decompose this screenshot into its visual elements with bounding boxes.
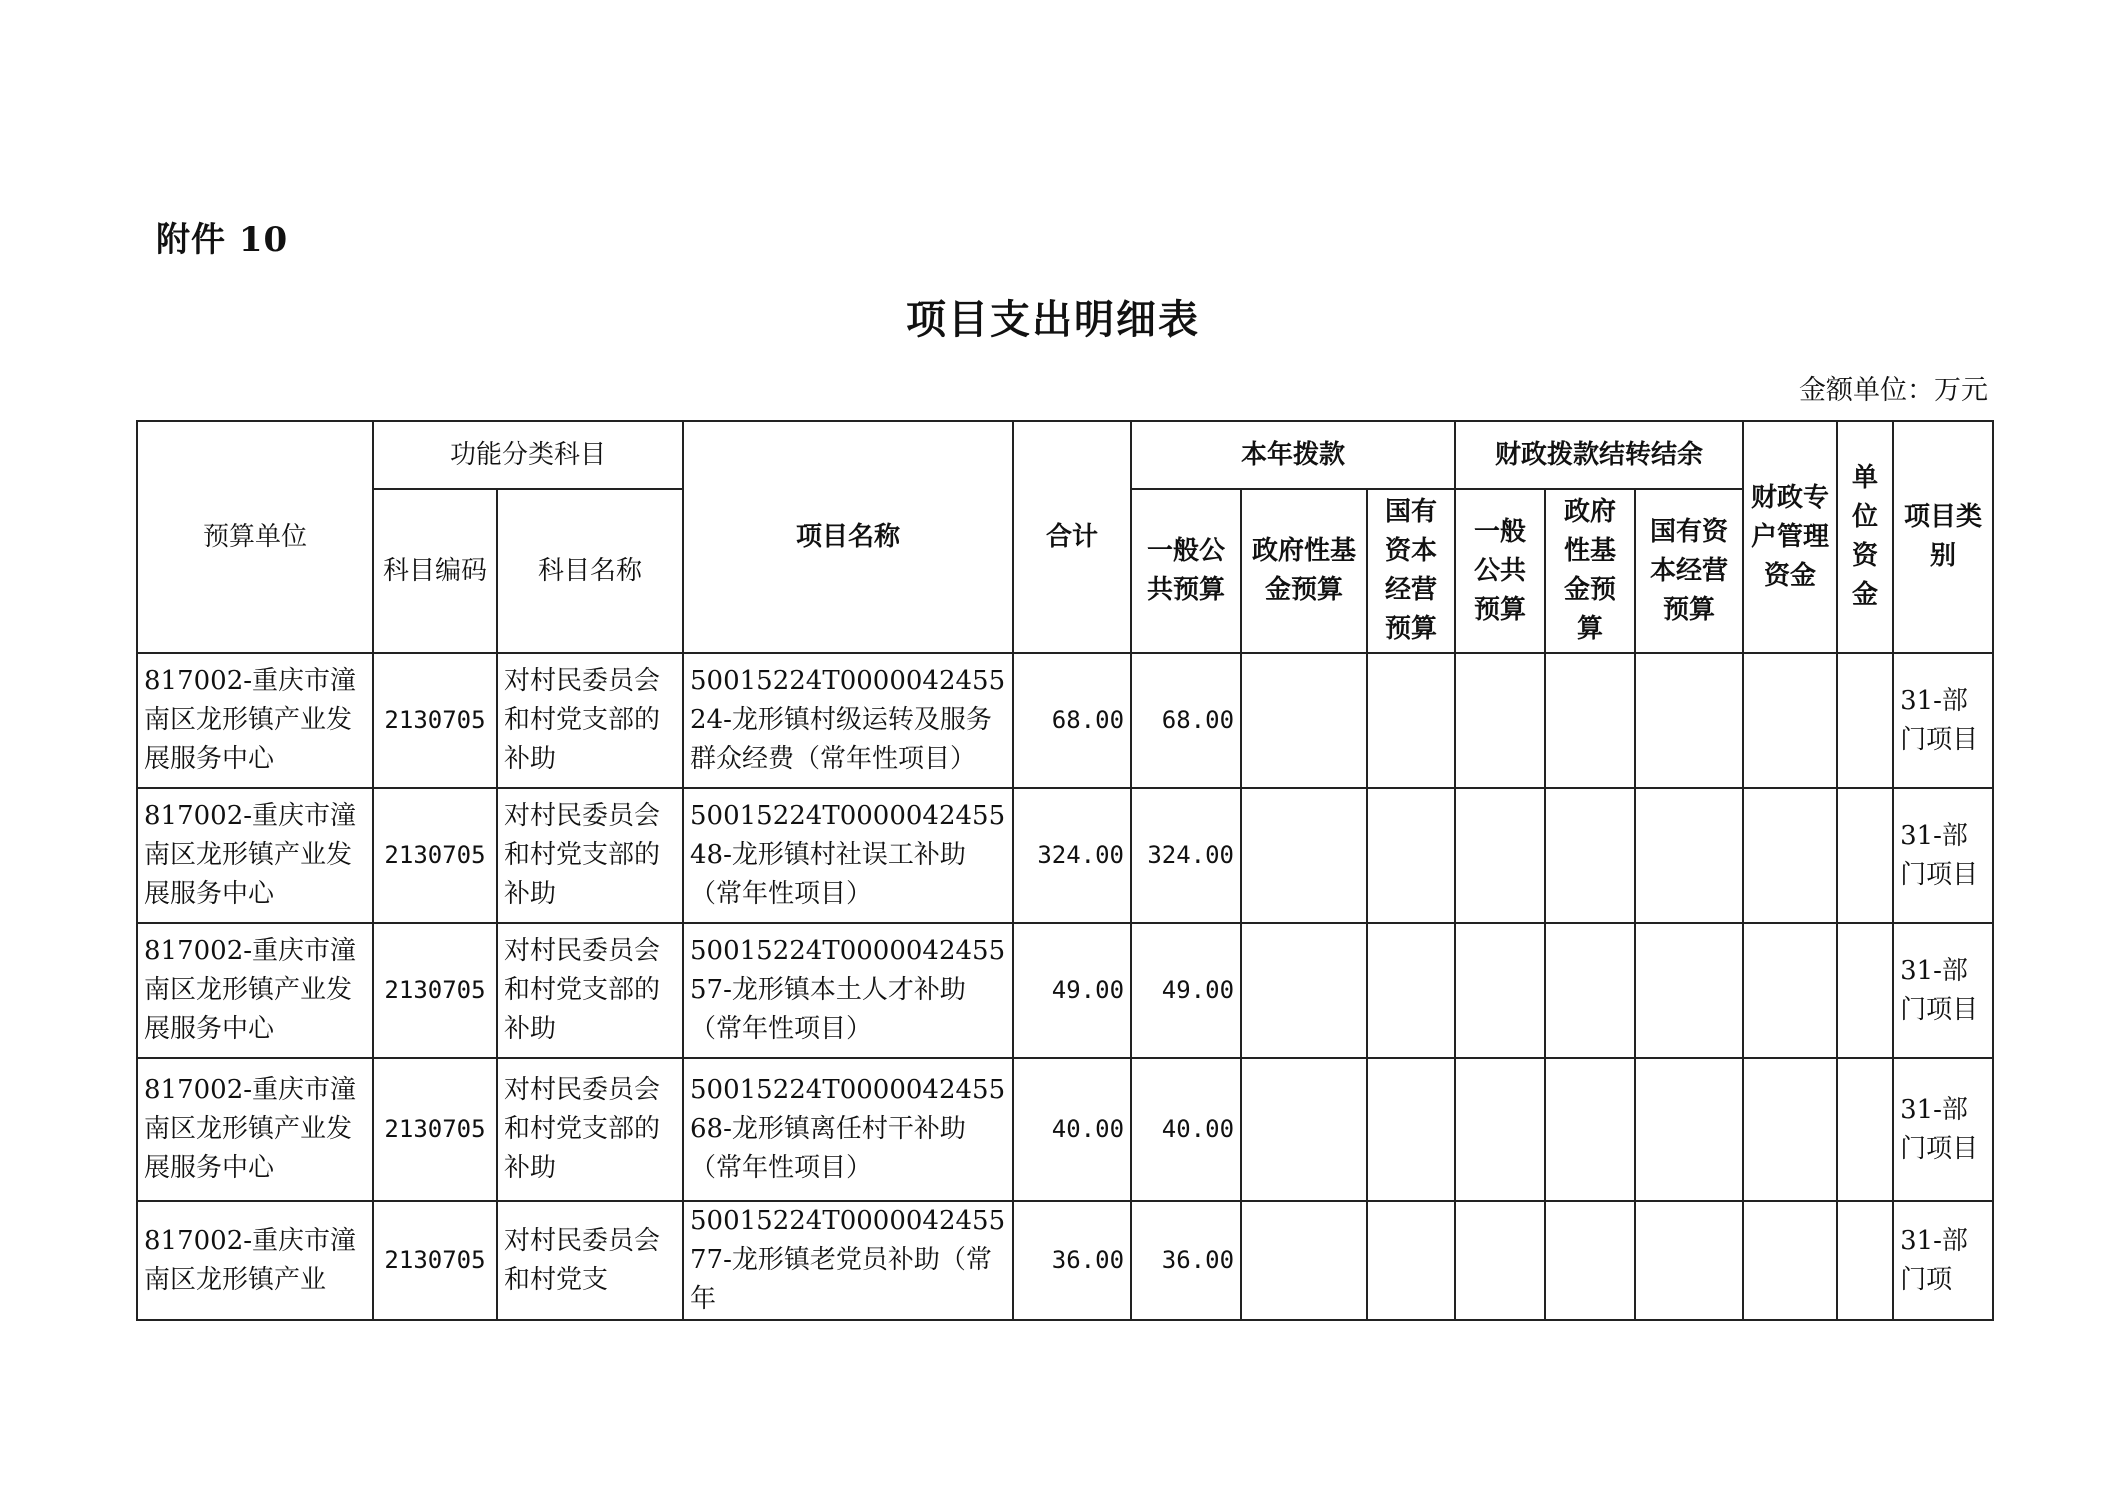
- cell-empty: [1545, 1201, 1635, 1320]
- attachment-label: 附件 10: [156, 220, 289, 260]
- cell-project-category: 31-部门项目: [1893, 653, 1993, 788]
- document-title: 项目支出明细表: [906, 296, 1200, 343]
- cell-project-category: 31-部门项目: [1893, 788, 1993, 923]
- cell-project-category: 31-部门项目: [1893, 1058, 1993, 1201]
- cell-total: 40.00: [1013, 1058, 1131, 1201]
- header-project-name: 项目名称: [683, 421, 1013, 653]
- header-fiscal-carryover: 财政拨款结转结余: [1455, 421, 1743, 489]
- cell-empty: [1241, 788, 1367, 923]
- table-row: [137, 653, 1993, 788]
- cell-project-name: 50015224T000004245557-龙形镇本土人才补助（常年性项目）: [683, 923, 1013, 1058]
- cell-project-name: 50015224T000004245568-龙形镇离任村干补助（常年性项目）: [683, 1058, 1013, 1201]
- header-current-year-allocation: 本年拨款: [1131, 421, 1455, 489]
- cell-budget-unit: 817002-重庆市潼南区龙形镇产业发展服务中心: [137, 653, 373, 788]
- cell-empty: [1635, 923, 1743, 1058]
- header-unit-fund: 单位资金: [1837, 421, 1893, 653]
- cell-total: 324.00: [1013, 788, 1131, 923]
- cell-empty: [1635, 1201, 1743, 1320]
- header-state-capital-budget: 国有资本经营预算: [1367, 489, 1455, 653]
- cell-empty: [1837, 1058, 1893, 1201]
- cell-empty: [1241, 1201, 1367, 1320]
- header-total: 合计: [1013, 421, 1131, 653]
- cell-general-public-budget: 324.00: [1131, 788, 1241, 923]
- header-fiscal-special-fund: 财政专户管理资金: [1743, 421, 1837, 653]
- cell-general-public-budget: 36.00: [1131, 1201, 1241, 1320]
- table-row: [137, 788, 1993, 923]
- cell-subject-code: 2130705: [373, 788, 497, 923]
- header-budget-unit: 预算单位: [137, 421, 373, 653]
- header-carry-state-capital: 国有资本经营预算: [1635, 489, 1743, 653]
- cell-empty: [1241, 653, 1367, 788]
- cell-empty: [1455, 788, 1545, 923]
- cell-empty: [1455, 653, 1545, 788]
- cell-general-public-budget: 49.00: [1131, 923, 1241, 1058]
- cell-empty: [1743, 1058, 1837, 1201]
- cell-empty: [1837, 923, 1893, 1058]
- cell-empty: [1743, 1201, 1837, 1320]
- cell-empty: [1367, 923, 1455, 1058]
- cell-empty: [1367, 1058, 1455, 1201]
- cell-subject-name: 对村民委员会和村党支部的补助: [497, 653, 683, 788]
- table-row: [137, 1058, 1993, 1201]
- cell-empty: [1455, 923, 1545, 1058]
- cell-project-category: 31-部门项目: [1893, 923, 1993, 1058]
- table-row: [137, 1201, 1993, 1320]
- cell-project-name: 50015224T000004245524-龙形镇村级运转及服务群众经费（常年性项目）: [683, 653, 1013, 788]
- amount-unit-label: 金额单位：万元: [1799, 375, 1988, 406]
- cell-general-public-budget: 68.00: [1131, 653, 1241, 788]
- cell-empty: [1635, 788, 1743, 923]
- header-project-category: 项目类别: [1893, 421, 1993, 653]
- cell-subject-name: 对村民委员会和村党支部的补助: [497, 923, 683, 1058]
- cell-subject-name: 对村民委员会和村党支部的补助: [497, 788, 683, 923]
- header-subject-name: 科目名称: [497, 489, 683, 653]
- cell-empty: [1743, 788, 1837, 923]
- cell-empty: [1743, 653, 1837, 788]
- cell-subject-code: 2130705: [373, 1201, 497, 1320]
- cell-empty: [1635, 1058, 1743, 1201]
- cell-project-category: 31-部门项: [1893, 1201, 1993, 1320]
- cell-empty: [1837, 653, 1893, 788]
- cell-empty: [1837, 788, 1893, 923]
- table-row: [137, 923, 1993, 1058]
- cell-empty: [1367, 653, 1455, 788]
- header-government-fund-budget: 政府性基金预算: [1241, 489, 1367, 653]
- cell-subject-code: 2130705: [373, 1058, 497, 1201]
- cell-budget-unit: 817002-重庆市潼南区龙形镇产业发展服务中心: [137, 788, 373, 923]
- cell-empty: [1635, 653, 1743, 788]
- cell-general-public-budget: 40.00: [1131, 1058, 1241, 1201]
- cell-empty: [1241, 1058, 1367, 1201]
- cell-empty: [1743, 923, 1837, 1058]
- cell-subject-name: 对村民委员会和村党支: [497, 1201, 683, 1320]
- cell-empty: [1545, 653, 1635, 788]
- header-subject-code: 科目编码: [373, 489, 497, 653]
- cell-empty: [1545, 788, 1635, 923]
- cell-subject-code: 2130705: [373, 653, 497, 788]
- cell-empty: [1837, 1201, 1893, 1320]
- header-carry-general-public: 一般公共预算: [1455, 489, 1545, 653]
- cell-total: 36.00: [1013, 1201, 1131, 1320]
- cell-project-name: 50015224T000004245577-龙形镇老党员补助（常年: [683, 1201, 1013, 1320]
- cell-budget-unit: 817002-重庆市潼南区龙形镇产业发展服务中心: [137, 1058, 373, 1201]
- cell-empty: [1241, 923, 1367, 1058]
- project-expenditure-table: [136, 420, 1994, 1321]
- header-functional-category: 功能分类科目: [373, 421, 683, 489]
- header-row-top: [137, 421, 1993, 489]
- cell-empty: [1367, 1201, 1455, 1320]
- cell-empty: [1367, 788, 1455, 923]
- cell-budget-unit: 817002-重庆市潼南区龙形镇产业: [137, 1201, 373, 1320]
- header-carry-government-fund: 政府性基金预算: [1545, 489, 1635, 653]
- cell-subject-code: 2130705: [373, 923, 497, 1058]
- cell-empty: [1545, 923, 1635, 1058]
- cell-empty: [1455, 1201, 1545, 1320]
- cell-empty: [1455, 1058, 1545, 1201]
- cell-empty: [1545, 1058, 1635, 1201]
- cell-subject-name: 对村民委员会和村党支部的补助: [497, 1058, 683, 1201]
- cell-total: 49.00: [1013, 923, 1131, 1058]
- cell-project-name: 50015224T000004245548-龙形镇村社误工补助（常年性项目）: [683, 788, 1013, 923]
- header-general-public-budget: 一般公共预算: [1131, 489, 1241, 653]
- cell-budget-unit: 817002-重庆市潼南区龙形镇产业发展服务中心: [137, 923, 373, 1058]
- cell-total: 68.00: [1013, 653, 1131, 788]
